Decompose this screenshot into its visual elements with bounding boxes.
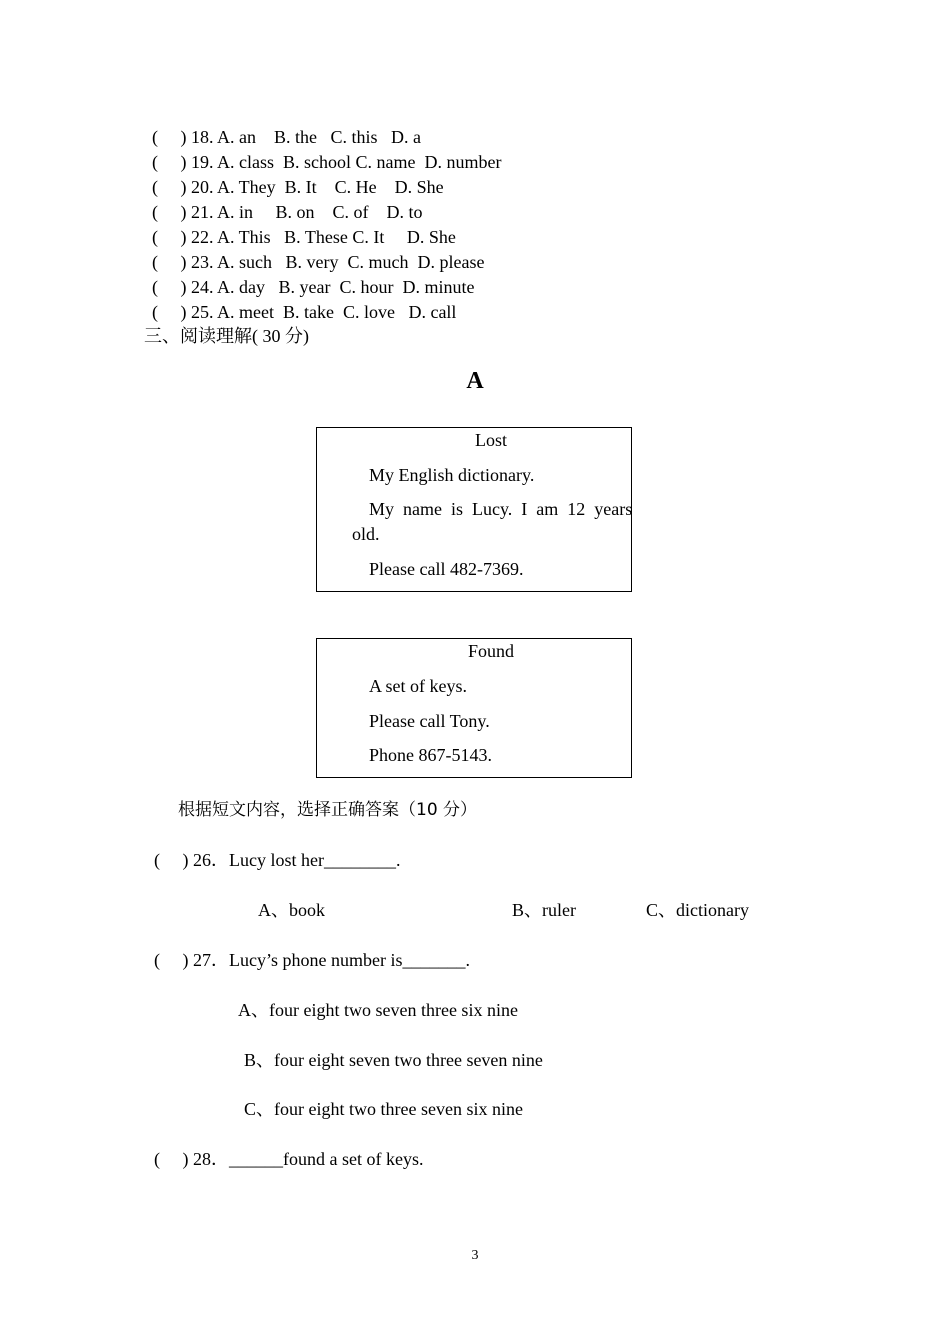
question-28: ( ) 28．______found a set of keys.: [154, 1149, 424, 1169]
passage-label: A: [466, 368, 484, 394]
found-notice-line-1: A set of keys.: [369, 676, 467, 696]
question-26-option-b: B、ruler: [512, 900, 576, 920]
lost-notice-line-3: Please call 482-7369.: [369, 559, 524, 579]
instruction: 根据短文内容，选择正确答案（10 分）: [178, 800, 478, 820]
option-line-23: ( ) 23. A. such B. very C. much D. please: [152, 252, 485, 272]
question-26: ( ) 26．Lucy lost her________.: [154, 850, 401, 870]
lost-notice-line-2: My name is Lucy. I am 12 years: [369, 499, 633, 519]
option-line-20: ( ) 20. A. They B. It C. He D. She: [152, 177, 444, 197]
found-notice-box: [316, 638, 632, 778]
lost-notice-box: [316, 427, 632, 592]
question-27-option-c: C、four eight two three seven six nine: [244, 1099, 523, 1119]
lost-notice-title: Lost: [474, 430, 507, 450]
option-line-19: ( ) 19. A. class B. school C. name D. number: [152, 152, 502, 172]
page-number: 3: [471, 1248, 479, 1263]
section-title: 三、阅读理解( 30 分): [144, 326, 309, 346]
option-line-21: ( ) 21. A. in B. on C. of D. to: [152, 202, 423, 222]
option-line-25: ( ) 25. A. meet B. take C. love D. call: [152, 302, 457, 322]
option-line-22: ( ) 22. A. This B. These C. It D. She: [152, 227, 456, 247]
lost-notice-line-2-cont: old.: [352, 524, 380, 544]
option-line-18: ( ) 18. A. an B. the C. this D. a: [152, 127, 421, 147]
found-notice-line-3: Phone 867-5143.: [369, 745, 492, 765]
question-26-option-c: C、dictionary: [646, 900, 749, 920]
found-notice-title: Found: [467, 641, 514, 661]
question-27-option-b: B、four eight seven two three seven nine: [244, 1050, 543, 1070]
question-27-option-a: A、four eight two seven three six nine: [238, 1000, 518, 1020]
option-line-24: ( ) 24. A. day B. year C. hour D. minute: [152, 277, 475, 297]
found-notice-line-2: Please call Tony.: [369, 711, 490, 731]
question-27: ( ) 27．Lucy’s phone number is_______.: [154, 950, 470, 970]
lost-notice-line-1: My English dictionary.: [369, 465, 535, 485]
question-26-option-a: A、book: [258, 900, 325, 920]
